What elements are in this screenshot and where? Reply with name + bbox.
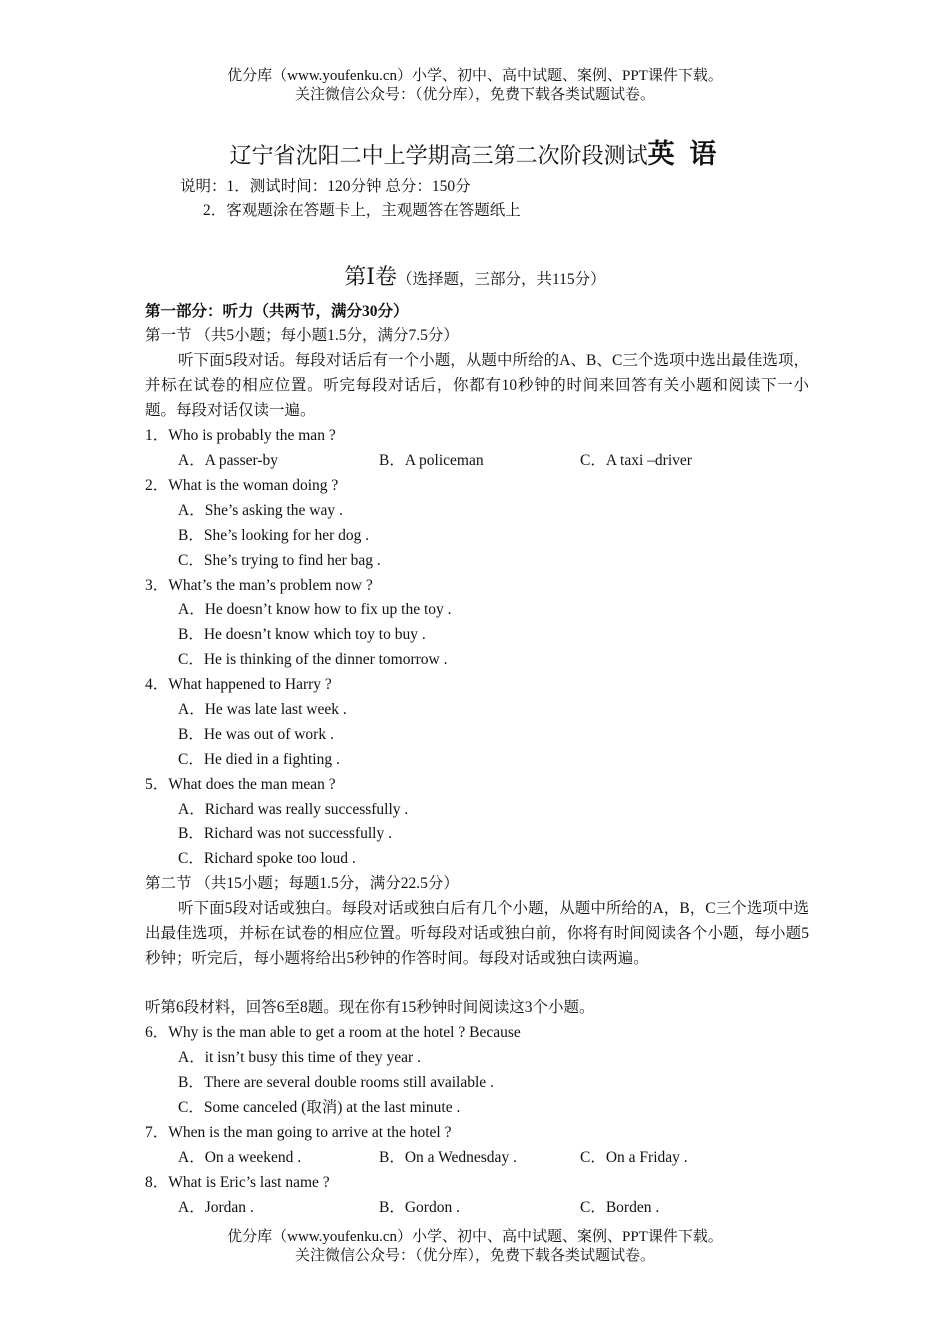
exam-title (0, 132, 950, 171)
q1-option-a: A．A passer-by (178, 452, 278, 469)
q3-option-b: B．He doesn’t know which toy to buy . (178, 626, 426, 643)
q5-option-c: C．Richard spoke too loud . (178, 850, 356, 867)
q3-option-a: A．He doesn’t know how to fix up the toy . (178, 601, 452, 618)
section2-instructions: 听下面5段对话或独白。每段对话或独白后有几个小题，从题中所给的A，B，C三个选项中选出最佳选项，并标在试卷的相应位置。听每段对话或独白前，你将有时间阅读各个小题，每小题5秒钟；听完后，每小题将给出5秒钟的作答时间。每段对话或独白读两遍。 (145, 900, 809, 967)
site-header-line1: 优分库（www.youfenku.cn）小学、初中、高中试题、案例、PPT课件下载。 (227, 68, 723, 84)
q1-option-c: C．A taxi –driver (580, 452, 692, 469)
q5-option-b: B．Richard was not successfully . (178, 825, 392, 842)
volume-subtitle: （选择题，三部分，共115分） (397, 271, 606, 288)
q4-option-a: A．He was late last week . (178, 701, 347, 718)
q5-stem: 5．What does the man mean ? (145, 776, 336, 793)
q7-option-b: B．On a Wednesday . (379, 1149, 517, 1166)
q6-option-a: A．it isn’t busy this time of they year . (178, 1049, 421, 1066)
q7-stem: 7．When is the man going to arrive at the hotel ? (145, 1124, 452, 1141)
q4-option-b: B．He was out of work . (178, 726, 334, 743)
section1-title: 第一节 （共5小题；每小题1.5分，满分7.5分） (145, 327, 459, 344)
q6-option-c: C．Some canceled (取消) at the last minute . (178, 1099, 461, 1116)
site-header-line2: 关注微信公众号：（优分库），免费下载各类试题试卷。 (294, 87, 655, 103)
section2-title: 第二节 （共15小题；每题1.5分，满分22.5分） (145, 875, 459, 892)
q2-option-a: A．She’s asking the way . (178, 502, 343, 519)
note-2: 2．客观题涂在答题卡上，主观题答在答题纸上 (203, 202, 521, 219)
q7-option-a: A．On a weekend . (178, 1149, 302, 1166)
section1-instructions: 听下面5段对话。每段对话后有一个小题，从题中所给的A、B、C三个选项中选出最佳选项，并标在试卷的相应位置。听完每段对话后，你都有10秒钟的时间来回答有关小题和阅读下一小题。每段对话仅读一遍。 (145, 352, 809, 419)
site-footer-line2: 关注微信公众号：（优分库），免费下载各类试题试卷。 (294, 1248, 655, 1264)
q4-stem: 4．What happened to Harry ? (145, 676, 332, 693)
q2-stem: 2．What is the woman doing ? (145, 477, 339, 494)
q1-option-b: B．A policeman (379, 452, 484, 469)
q3-stem: 3．What’s the man’s problem now ? (145, 577, 373, 594)
q8-option-c: C．Borden . (580, 1199, 660, 1216)
q3-option-c: C．He is thinking of the dinner tomorrow . (178, 651, 448, 668)
q5-option-a: A．Richard was really successfully . (178, 801, 409, 818)
note-1: 说明：1．测试时间：120分钟 总分：150分 (180, 178, 471, 195)
q8-option-a: A．Jordan . (178, 1199, 254, 1216)
q2-option-b: B．She’s looking for her dog . (178, 527, 370, 544)
q8-stem: 8．What is Eric’s last name ? (145, 1174, 330, 1191)
q7-option-c: C．On a Friday . (580, 1149, 688, 1166)
site-footer-line1: 优分库（www.youfenku.cn）小学、初中、高中试题、案例、PPT课件下载。 (227, 1229, 723, 1245)
exam-title-main: 辽宁省沈阳二中上学期高三第二次阶段测试 (229, 143, 648, 168)
q1-stem: 1．Who is probably the man ? (145, 427, 336, 444)
volume-title: 第Ⅰ卷 (344, 264, 397, 289)
q8-option-b: B．Gordon . (379, 1199, 460, 1216)
volume-heading (0, 260, 950, 291)
q6-stem: 6．Why is the man able to get a room at the hotel ? Because (145, 1024, 521, 1041)
q6-option-b: B．There are several double rooms still available . (178, 1074, 494, 1091)
material6-instruction: 听第6段材料，回答6至8题。现在你有15秒钟时间阅读这3个小题。 (145, 999, 595, 1016)
q4-option-c: C．He died in a fighting . (178, 751, 340, 768)
exam-subject: 英 语 (647, 139, 721, 169)
part1-title: 第一部分：听力（共两节，满分30分） (145, 303, 409, 320)
q2-option-c: C．She’s trying to find her bag . (178, 552, 381, 569)
